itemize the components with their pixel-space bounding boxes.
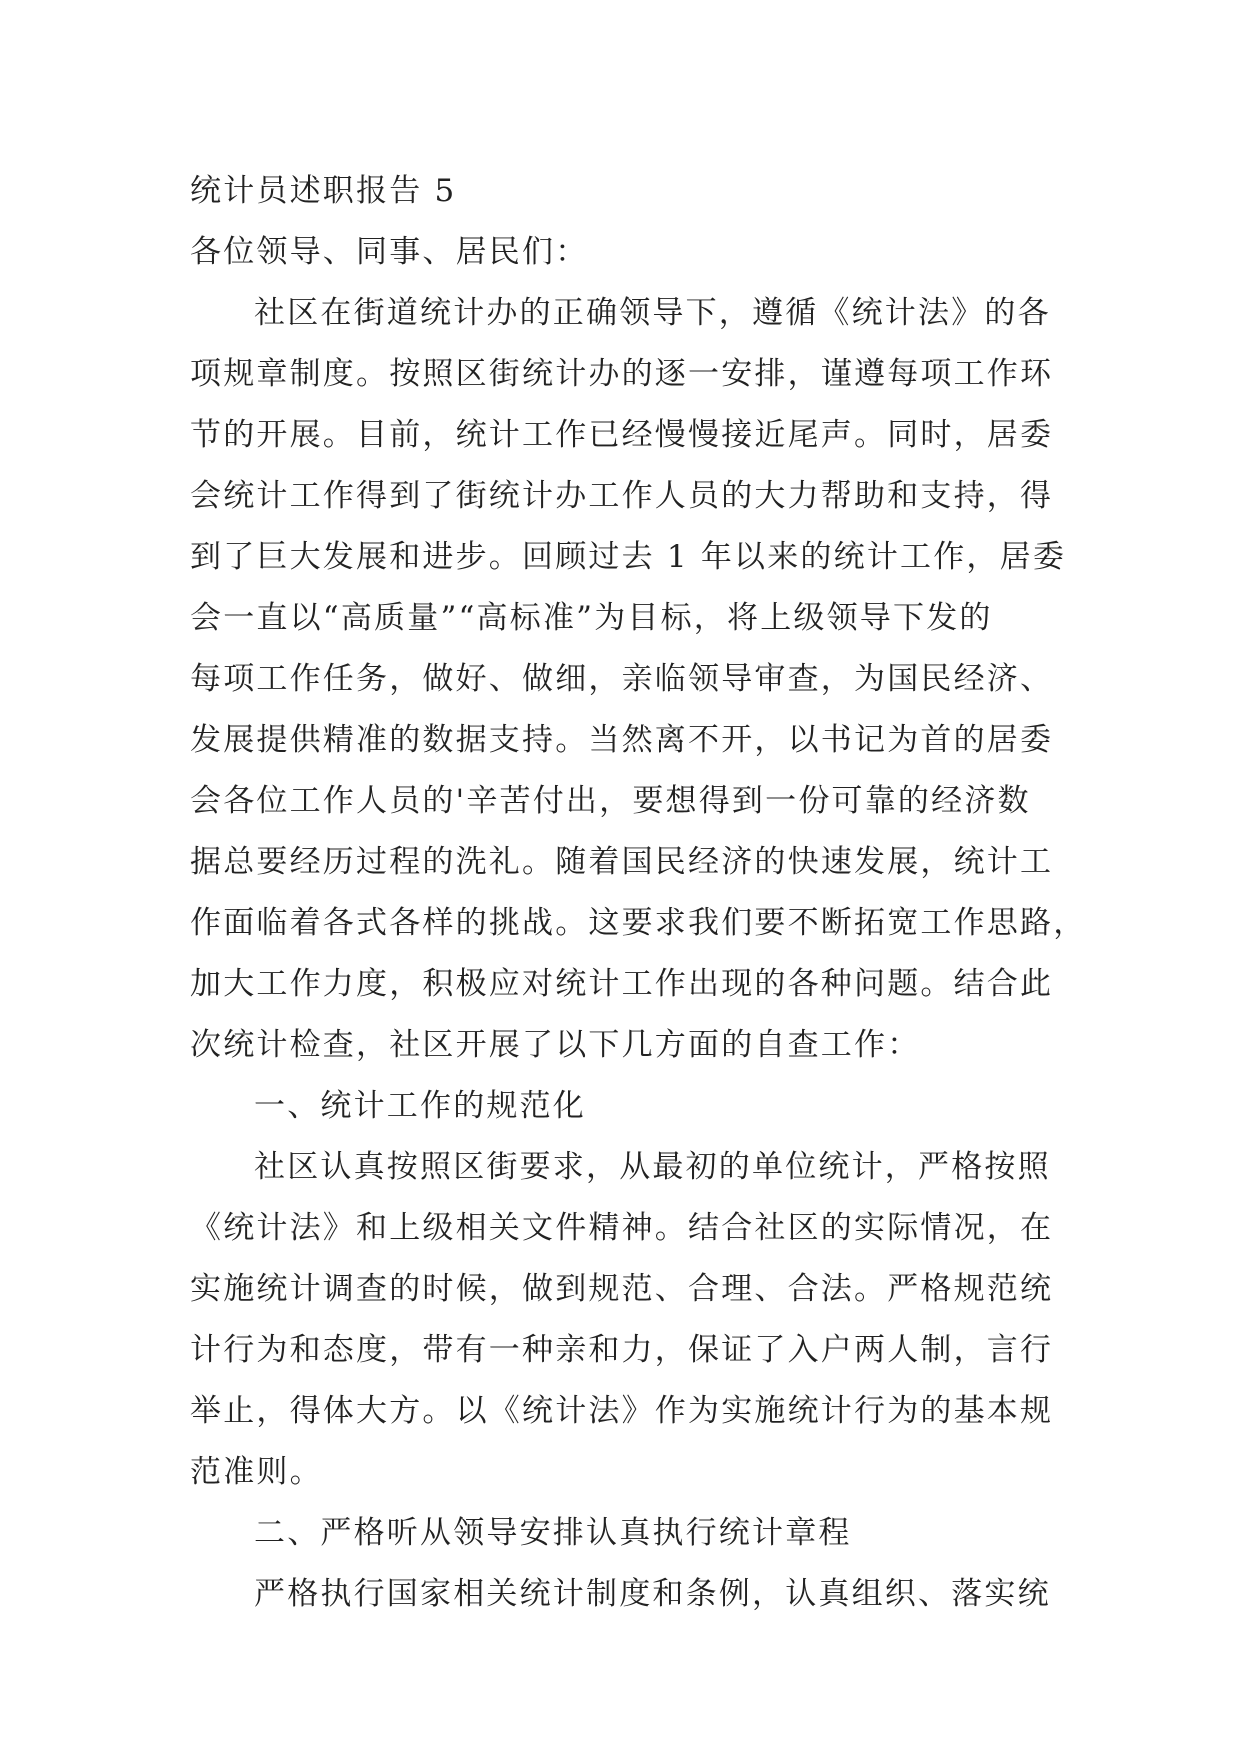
text-line: 据总要经历过程的洗礼。随着国民经济的快速发展，统计工 [190, 844, 1054, 880]
text-line: 次统计检查，社区开展了以下几方面的自查工作： [190, 1027, 921, 1063]
text-line: 实施统计调查的时候，做到规范、合理、合法。严格规范统 [190, 1271, 1054, 1307]
text-line: 社区认真按照区街要求，从最初的单位统计，严格按照 [254, 1149, 1051, 1185]
salutation: 各位领导、同事、居民们： [190, 234, 589, 270]
text-line: 严格执行国家相关统计制度和条例，认真组织、落实统 [254, 1576, 1051, 1612]
text-line: 到了巨大发展和进步。回顾过去 1 年以来的统计工作，居委 [190, 539, 1067, 575]
text-line: 会统计工作得到了街统计办工作人员的大力帮助和支持，得 [190, 478, 1054, 514]
text-line: 会各位工作人员的'辛苦付出，要想得到一份可靠的经济数 [190, 783, 1031, 819]
text-line: 举止，得体大方。以《统计法》作为实施统计行为的基本规 [190, 1393, 1054, 1429]
text-line: 每项工作任务，做好、做细，亲临领导审查，为国民经济、 [190, 661, 1054, 697]
text-line: 社区在街道统计办的正确领导下，遵循《统计法》的各 [254, 295, 1051, 331]
text-line: 计行为和态度，带有一种亲和力，保证了入户两人制，言行 [190, 1332, 1054, 1368]
text-line: 《统计法》和上级相关文件精神。结合社区的实际情况，在 [190, 1210, 1054, 1246]
text-line: 发展提供精准的数据支持。当然离不开，以书记为首的居委 [190, 722, 1054, 758]
document-body [190, 161, 1087, 1625]
text-line: 范准则。 [190, 1454, 323, 1490]
text-line: 一、统计工作的规范化 [254, 1088, 586, 1124]
document-title: 统计员述职报告 5 [190, 173, 457, 209]
text-line: 节的开展。目前，统计工作已经慢慢接近尾声。同时，居委 [190, 417, 1054, 453]
text-line: 作面临着各式各样的挑战。这要求我们要不断拓宽工作思路， [190, 905, 1087, 941]
text-line: 项规章制度。按照区街统计办的逐一安排，谨遵每项工作环 [190, 356, 1054, 392]
text-line: 会一直以“高质量”“高标准”为目标，将上级领导下发的 [190, 600, 993, 636]
paragraph-lines [190, 283, 1087, 1625]
text-line: 加大工作力度，积极应对统计工作出现的各种问题。结合此 [190, 966, 1054, 1002]
text-line: 二、严格听从领导安排认真执行统计章程 [254, 1515, 852, 1551]
